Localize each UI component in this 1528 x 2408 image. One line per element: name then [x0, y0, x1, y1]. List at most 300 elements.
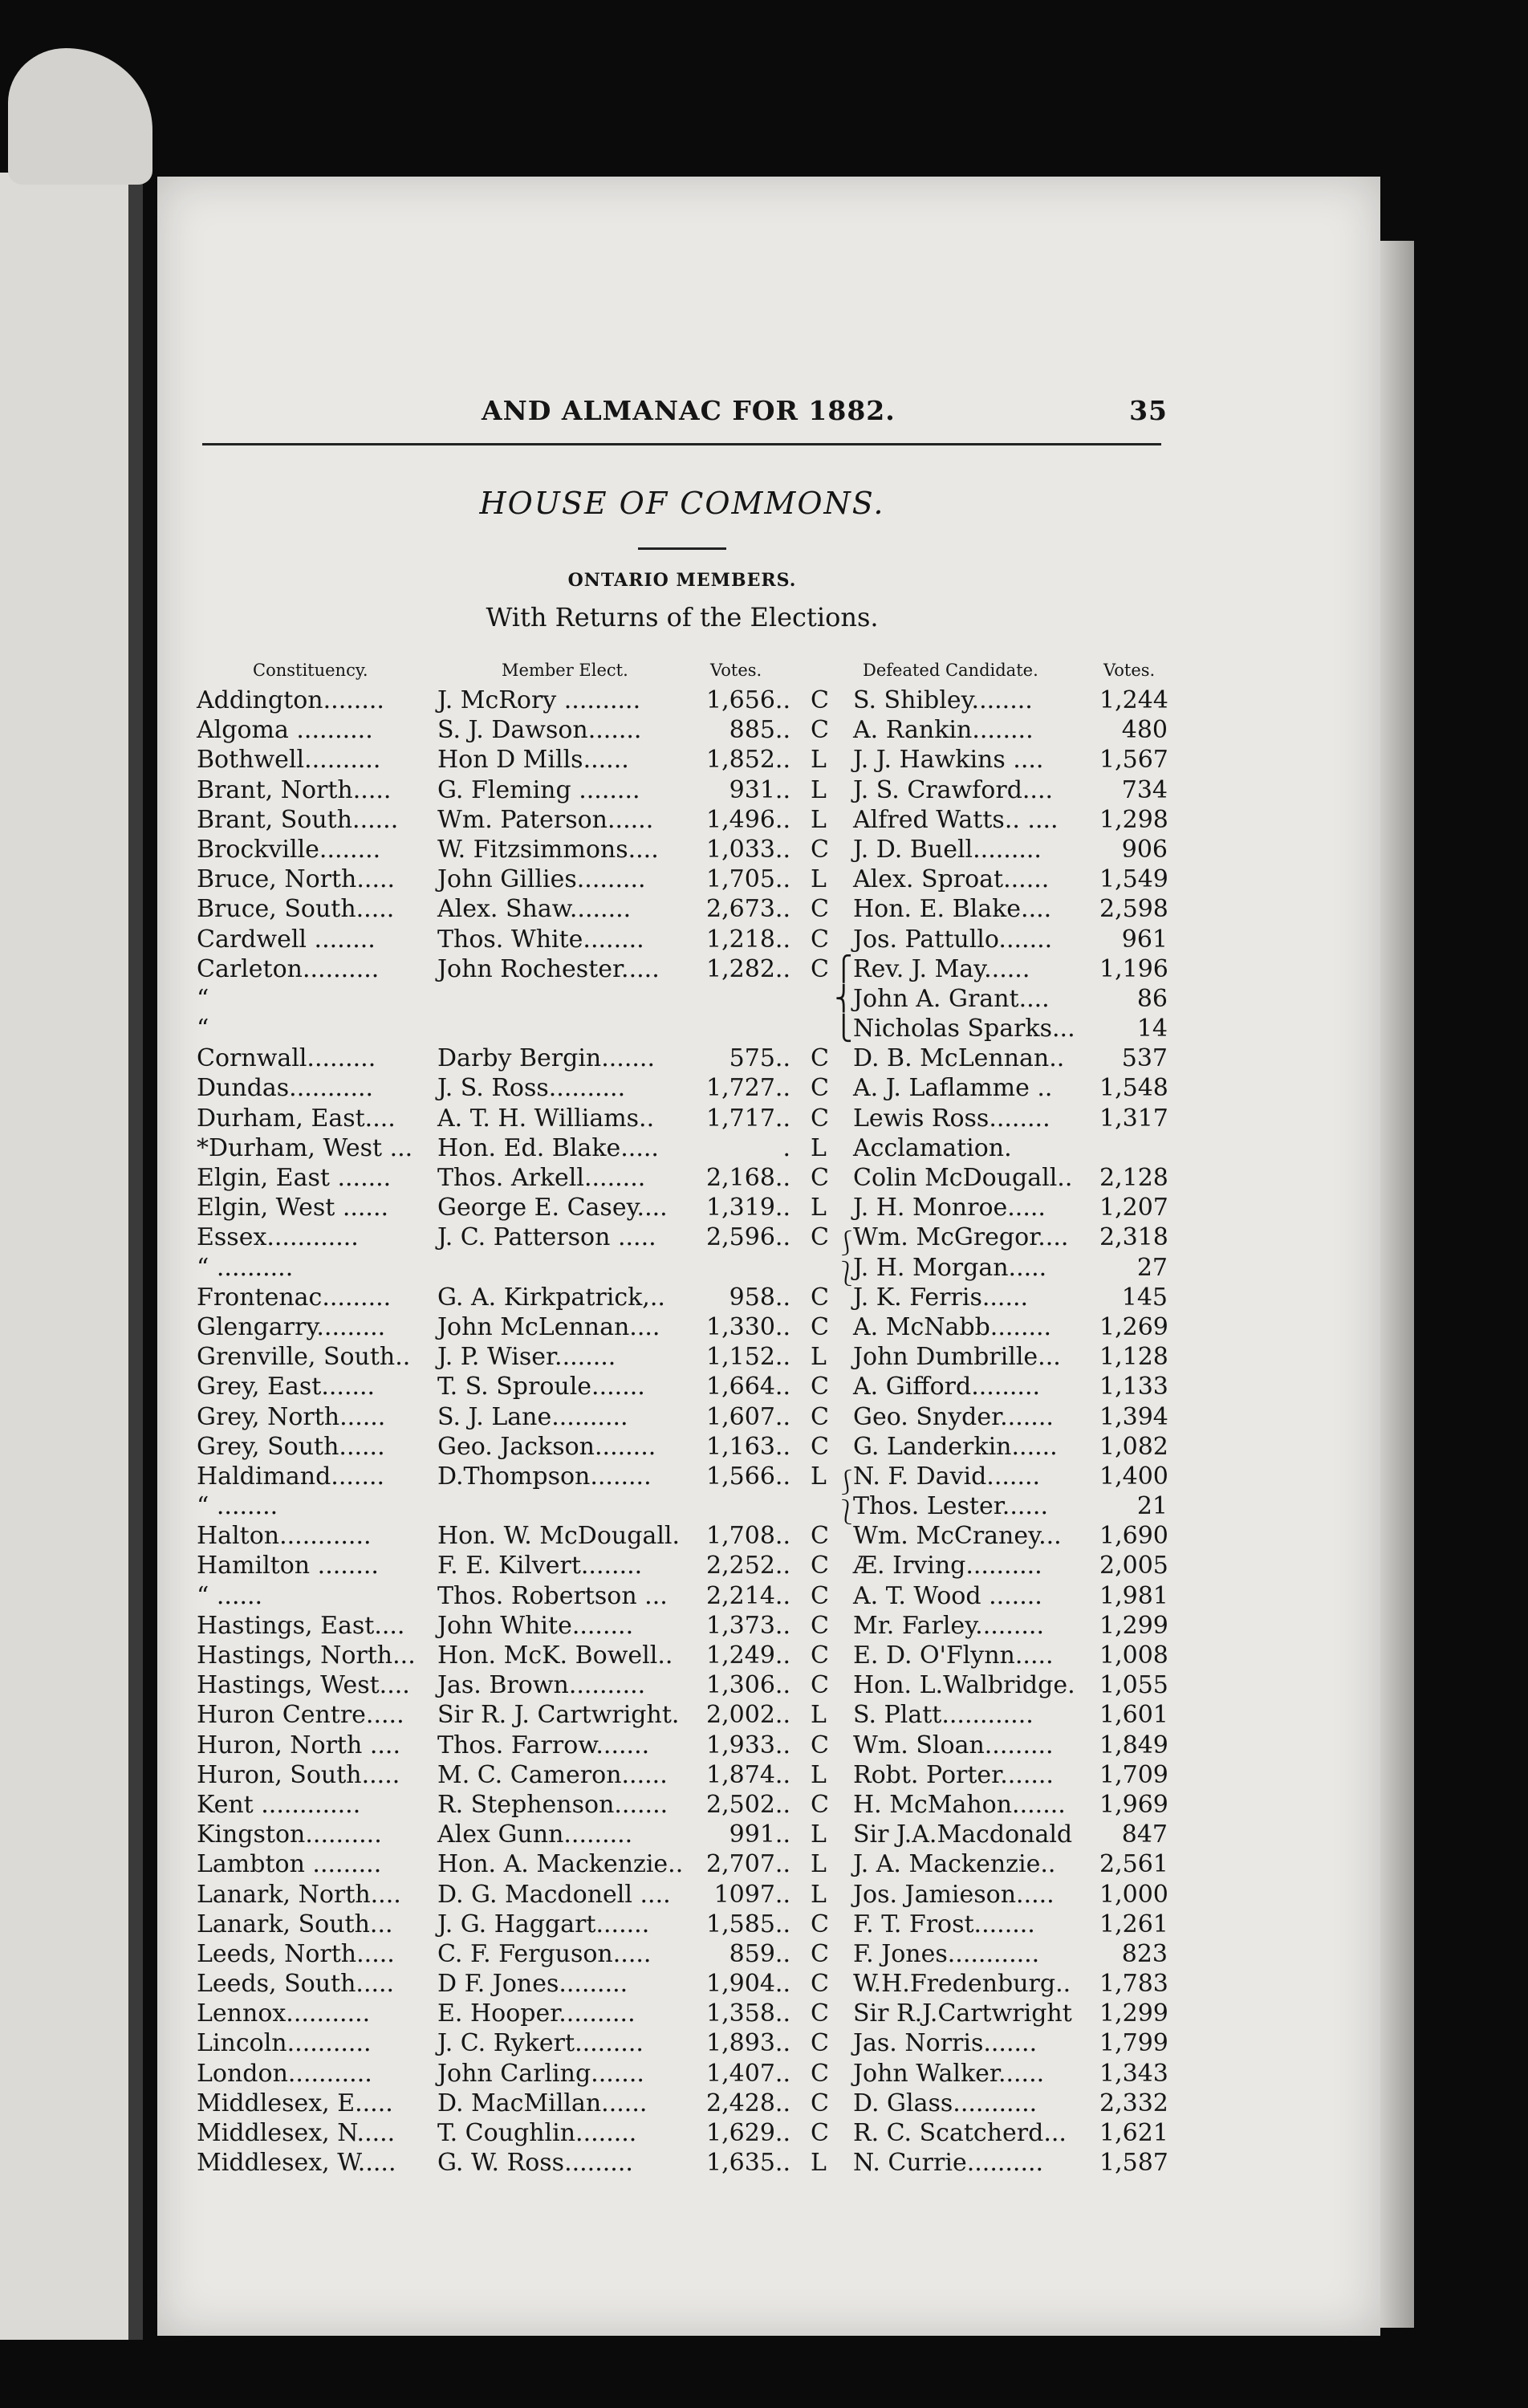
- member-cell: C. F. Ferguson.....: [437, 1939, 652, 1968]
- member-cell: Hon. W. McDougall.: [437, 1522, 681, 1551]
- party-cell: C: [811, 1522, 829, 1551]
- defeated-cell: H. McMahon.......: [853, 1790, 1066, 1819]
- defeated-votes-cell: 1,207: [1099, 1194, 1168, 1222]
- table-row: [0, 925, 1364, 955]
- col-member: Member Elect.: [502, 661, 628, 680]
- member-cell: A. T. H. Williams..: [437, 1104, 655, 1133]
- constituency-cell: Grenville, South..: [197, 1343, 411, 1372]
- constituency-cell: *Durham, West ...: [197, 1133, 413, 1162]
- votes-cell: 2,502..: [706, 1790, 790, 1819]
- defeated-cell: Sir R.J.Cartwright: [853, 1999, 1072, 2028]
- votes-cell: 1,373..: [706, 1611, 790, 1640]
- table-row: [0, 836, 1364, 865]
- party-cell: C: [811, 1611, 829, 1640]
- votes-cell: 1,629..: [706, 2119, 790, 2147]
- member-cell: John McLennan....: [437, 1312, 660, 1341]
- constituency-cell: Addington........: [197, 686, 384, 714]
- constituency-cell: Hastings, West....: [197, 1671, 410, 1700]
- constituency-cell: Kingston..........: [197, 1820, 382, 1849]
- member-cell: J. P. Wiser........: [437, 1343, 616, 1372]
- party-cell: C: [811, 2059, 829, 2088]
- party-cell: C: [811, 1790, 829, 1819]
- defeated-votes-cell: 1,299: [1099, 1999, 1168, 2028]
- table-row: [0, 955, 1364, 985]
- defeated-votes-cell: 1,196: [1099, 954, 1168, 983]
- defeated-votes-cell: 1,783: [1099, 1970, 1168, 1999]
- party-cell: L: [811, 1880, 827, 1909]
- brace-glyph: ⎧: [835, 954, 853, 983]
- member-cell: Darby Bergin.......: [437, 1044, 655, 1073]
- table-row: [0, 1253, 1364, 1288]
- defeated-votes-cell: 961: [1121, 925, 1168, 954]
- defeated-votes-cell: 21: [1136, 1492, 1168, 1521]
- member-cell: Wm. Paterson......: [437, 805, 654, 834]
- party-cell: C: [811, 1283, 829, 1312]
- party-cell: C: [811, 686, 829, 714]
- defeated-cell: F. Jones............: [853, 1939, 1040, 1968]
- defeated-cell: A. J. Laflamme ..: [853, 1074, 1053, 1103]
- votes-cell: 2,673..: [706, 895, 790, 924]
- member-cell: John White........: [437, 1611, 634, 1640]
- defeated-votes-cell: 537: [1121, 1044, 1168, 1073]
- party-cell: C: [811, 925, 829, 954]
- member-cell: S. J. Dawson.......: [437, 716, 642, 745]
- table-row: [0, 1373, 1364, 1402]
- constituency-cell: Carleton..........: [197, 954, 380, 983]
- page-stack-edge: [1380, 241, 1414, 2328]
- member-cell: Hon D Mills......: [437, 746, 629, 775]
- party-cell: C: [811, 954, 829, 983]
- constituency-cell: Grey, East.......: [197, 1373, 376, 1401]
- table-row: [0, 1522, 1364, 1552]
- party-cell: C: [811, 1731, 829, 1759]
- defeated-cell: F. T. Frost........: [853, 1910, 1035, 1938]
- member-cell: T. S. Sproule.......: [437, 1373, 645, 1401]
- defeated-cell: D. Glass...........: [853, 2089, 1038, 2117]
- table-row: [0, 2149, 1364, 2178]
- table-row: [0, 686, 1364, 716]
- member-cell: Hon. Ed. Blake.....: [437, 1133, 659, 1162]
- defeated-votes-cell: 1,128: [1099, 1343, 1168, 1372]
- defeated-cell: D. B. McLennan..: [853, 1044, 1065, 1073]
- defeated-votes-cell: 1,298: [1099, 805, 1168, 834]
- brace-glyph: ⎱: [835, 1259, 859, 1288]
- col-votes: Votes.: [710, 661, 762, 680]
- defeated-cell: John Walker......: [853, 2059, 1045, 2088]
- votes-cell: 1,585..: [706, 1910, 790, 1938]
- constituency-cell: “: [197, 984, 209, 1013]
- defeated-cell: Alfred Watts.. ....: [853, 805, 1059, 834]
- defeated-votes-cell: 1,549: [1099, 865, 1168, 894]
- col-defeated: Defeated Candidate.: [863, 661, 1038, 680]
- votes-cell: 1,330..: [706, 1312, 790, 1341]
- party-cell: L: [811, 775, 827, 804]
- defeated-votes-cell: 1,299: [1099, 1611, 1168, 1640]
- table-row: [0, 2029, 1364, 2059]
- member-cell: J. McRory ..........: [437, 686, 641, 714]
- table-row: [0, 1940, 1364, 1970]
- defeated-cell: S. Shibley........: [853, 686, 1033, 714]
- defeated-votes-cell: 823: [1121, 1939, 1168, 1968]
- votes-cell: 1,163..: [706, 1432, 790, 1461]
- defeated-cell: Hon. L.Walbridge.: [853, 1671, 1075, 1700]
- table-row: [0, 1641, 1364, 1671]
- constituency-cell: Leeds, North.....: [197, 1939, 395, 1968]
- table-row: [0, 1074, 1364, 1104]
- member-cell: G. W. Ross.........: [437, 2149, 633, 2178]
- votes-cell: 1,656..: [706, 686, 790, 714]
- constituency-cell: Leeds, South.....: [197, 1970, 395, 1999]
- party-cell: C: [811, 1223, 829, 1252]
- defeated-cell: Jos. Jamieson.....: [853, 1880, 1055, 1909]
- defeated-votes-cell: 1,400: [1099, 1462, 1168, 1491]
- constituency-cell: Elgin, East .......: [197, 1164, 392, 1192]
- member-cell: George E. Casey....: [437, 1194, 668, 1222]
- member-cell: Thos. Robertson ...: [437, 1581, 668, 1610]
- constituency-cell: Middlesex, W.....: [197, 2149, 396, 2178]
- member-cell: Thos. Farrow.......: [437, 1731, 650, 1759]
- defeated-votes-cell: 2,005: [1099, 1552, 1168, 1580]
- constituency-cell: Brockville........: [197, 835, 381, 864]
- party-cell: C: [811, 2029, 829, 2058]
- votes-cell: 859..: [729, 1939, 790, 1968]
- defeated-votes-cell: 847: [1121, 1820, 1168, 1849]
- defeated-votes-cell: 480: [1121, 716, 1168, 745]
- votes-cell: 2,428..: [706, 2089, 790, 2117]
- table-row: [0, 1194, 1364, 1223]
- votes-cell: 575..: [729, 1044, 790, 1073]
- defeated-cell: J. D. Buell.........: [853, 835, 1042, 864]
- defeated-cell: A. T. Wood .......: [853, 1581, 1042, 1610]
- table-row: [0, 1791, 1364, 1820]
- table-row: [0, 1761, 1364, 1791]
- constituency-cell: Lincoln...........: [197, 2029, 372, 2058]
- party-cell: C: [811, 1044, 829, 1073]
- constituency-cell: Frontenac.........: [197, 1283, 392, 1312]
- party-cell: C: [811, 2119, 829, 2147]
- votes-cell: 1,407..: [706, 2059, 790, 2088]
- constituency-cell: Hastings, East....: [197, 1611, 405, 1640]
- constituency-cell: Lanark, North....: [197, 1880, 401, 1909]
- party-cell: L: [811, 805, 827, 834]
- votes-cell: 1,607..: [706, 1402, 790, 1431]
- constituency-cell: Huron Centre.....: [197, 1701, 404, 1730]
- defeated-cell: Rev. J. May......: [853, 954, 1030, 983]
- member-cell: J. G. Haggart.......: [437, 1910, 650, 1938]
- header-rule: [202, 443, 1161, 445]
- votes-cell: 2,168..: [706, 1164, 790, 1192]
- constituency-cell: Kent .............: [197, 1790, 361, 1819]
- votes-cell: 2,707..: [706, 1850, 790, 1879]
- constituency-cell: Halton............: [197, 1522, 372, 1551]
- defeated-cell: Wm. McGregor....: [853, 1223, 1069, 1252]
- member-cell: F. E. Kilvert........: [437, 1552, 643, 1580]
- member-cell: John Rochester.....: [437, 954, 660, 983]
- party-cell: L: [811, 865, 827, 894]
- defeated-cell: J. H. Monroe.....: [853, 1194, 1046, 1222]
- table-row: [0, 746, 1364, 775]
- party-cell: C: [811, 1581, 829, 1610]
- torn-paper-scrap: [8, 48, 152, 185]
- defeated-votes-cell: 145: [1121, 1283, 1168, 1312]
- votes-cell: 1097..: [713, 1880, 790, 1909]
- defeated-votes-cell: 906: [1121, 835, 1168, 864]
- constituency-cell: Essex............: [197, 1223, 359, 1252]
- brace-glyph: ⎱: [835, 1499, 859, 1527]
- party-cell: C: [811, 1999, 829, 2028]
- table-row: [0, 716, 1364, 746]
- votes-cell: 1,852..: [706, 746, 790, 775]
- table-row: [0, 1970, 1364, 1999]
- defeated-votes-cell: 1,981: [1099, 1581, 1168, 1610]
- member-cell: Sir R. J. Cartwright.: [437, 1701, 680, 1730]
- page-number: 35: [1129, 395, 1168, 426]
- votes-cell: 2,252..: [706, 1552, 790, 1580]
- party-cell: C: [811, 1671, 829, 1700]
- party-cell: C: [811, 1074, 829, 1103]
- constituency-cell: Huron, South.....: [197, 1760, 400, 1789]
- defeated-votes-cell: 1,317: [1099, 1104, 1168, 1133]
- defeated-votes-cell: 1,133: [1099, 1373, 1168, 1401]
- member-cell: E. Hooper..........: [437, 1999, 636, 2028]
- table-row: [0, 1731, 1364, 1761]
- defeated-cell: R. C. Scatcherd...: [853, 2119, 1067, 2147]
- section-subtitle: ONTARIO MEMBERS.: [567, 570, 797, 591]
- votes-cell: 1,635..: [706, 2149, 790, 2178]
- member-cell: D F. Jones.........: [437, 1970, 628, 1999]
- table-row: [0, 1223, 1364, 1259]
- table-row: [0, 1015, 1364, 1044]
- votes-cell: 931..: [729, 775, 790, 804]
- col-constituency: Constituency.: [253, 661, 368, 680]
- member-cell: J. C. Patterson .....: [437, 1223, 656, 1252]
- votes-cell: 1,933..: [706, 1731, 790, 1759]
- table-row: [0, 1881, 1364, 1910]
- defeated-votes-cell: 1,244: [1099, 686, 1168, 714]
- defeated-cell: J. H. Morgan.....: [853, 1253, 1047, 1282]
- defeated-cell: Thos. Lester......: [853, 1492, 1049, 1521]
- brace-glyph: ⎨: [835, 984, 853, 1013]
- defeated-votes-cell: 27: [1136, 1253, 1168, 1282]
- votes-cell: 958..: [729, 1283, 790, 1312]
- defeated-cell: S. Platt............: [853, 1701, 1034, 1730]
- member-cell: G. A. Kirkpatrick,..: [437, 1283, 665, 1312]
- table-row: [0, 1433, 1364, 1462]
- defeated-votes-cell: 1,587: [1099, 2149, 1168, 2178]
- defeated-cell: John A. Grant....: [853, 984, 1050, 1013]
- defeated-cell: Mr. Farley.........: [853, 1611, 1044, 1640]
- table-row: [0, 985, 1364, 1015]
- defeated-cell: W.H.Fredenburg..: [853, 1970, 1071, 1999]
- defeated-cell: J. K. Ferris......: [853, 1283, 1029, 1312]
- constituency-cell: Elgin, West ......: [197, 1194, 389, 1222]
- defeated-votes-cell: 1,709: [1099, 1760, 1168, 1789]
- defeated-cell: Colin McDougall..: [853, 1164, 1073, 1192]
- defeated-votes-cell: 1,601: [1099, 1701, 1168, 1730]
- table-row: [0, 1313, 1364, 1343]
- table-row: [0, 1910, 1364, 1940]
- defeated-cell: Geo. Snyder.......: [853, 1402, 1054, 1431]
- member-cell: D. G. Macdonell ....: [437, 1880, 671, 1909]
- party-cell: L: [811, 1343, 827, 1372]
- member-cell: J. S. Ross..........: [437, 1074, 626, 1103]
- defeated-cell: Lewis Ross........: [853, 1104, 1050, 1133]
- defeated-cell: Wm. Sloan.........: [853, 1731, 1054, 1759]
- party-cell: L: [811, 2149, 827, 2178]
- constituency-cell: Lanark, South...: [197, 1910, 393, 1938]
- constituency-cell: Bruce, North.....: [197, 865, 396, 894]
- constituency-cell: Dundas...........: [197, 1074, 374, 1103]
- table-row: [0, 895, 1364, 925]
- table-row: [0, 1612, 1364, 1641]
- constituency-cell: Durham, East....: [197, 1104, 396, 1133]
- defeated-cell: A. Rankin........: [853, 716, 1034, 745]
- table-row: [0, 776, 1364, 806]
- defeated-cell: G. Landerkin......: [853, 1432, 1058, 1461]
- votes-cell: 2,214..: [706, 1581, 790, 1610]
- votes-cell: 1,249..: [706, 1641, 790, 1670]
- votes-cell: 1,306..: [706, 1671, 790, 1700]
- defeated-votes-cell: 1,008: [1099, 1641, 1168, 1670]
- party-cell: C: [811, 2089, 829, 2117]
- defeated-votes-cell: 2,128: [1099, 1164, 1168, 1192]
- party-cell: C: [811, 1970, 829, 1999]
- defeated-votes-cell: 1,261: [1099, 1910, 1168, 1938]
- defeated-votes-cell: 1,621: [1099, 2119, 1168, 2147]
- member-cell: R. Stephenson.......: [437, 1790, 668, 1819]
- brace-glyph: ⎰: [835, 1468, 859, 1497]
- party-cell: C: [811, 1402, 829, 1431]
- defeated-votes-cell: 1,082: [1099, 1432, 1168, 1461]
- votes-cell: 1,218..: [706, 925, 790, 954]
- votes-cell: 1,874..: [706, 1760, 790, 1789]
- votes-cell: 1,727..: [706, 1074, 790, 1103]
- constituency-cell: Lambton .........: [197, 1850, 382, 1879]
- votes-cell: 1,708..: [706, 1522, 790, 1551]
- constituency-cell: Hamilton ........: [197, 1552, 379, 1580]
- table-row: [0, 2089, 1364, 2119]
- party-cell: C: [811, 1641, 829, 1670]
- votes-cell: 1,705..: [706, 865, 790, 894]
- defeated-votes-cell: 1,969: [1099, 1790, 1168, 1819]
- defeated-votes-cell: 734: [1121, 775, 1168, 804]
- defeated-votes-cell: 1,567: [1099, 746, 1168, 775]
- party-cell: L: [811, 1194, 827, 1222]
- defeated-cell: Robt. Porter.......: [853, 1760, 1054, 1789]
- defeated-votes-cell: 1,055: [1099, 1671, 1168, 1700]
- defeated-votes-cell: 2,561: [1099, 1850, 1168, 1879]
- constituency-cell: Grey, North......: [197, 1402, 386, 1431]
- table-row: [0, 1104, 1364, 1134]
- defeated-cell: N. F. David.......: [853, 1462, 1041, 1491]
- votes-cell: 1,717..: [706, 1104, 790, 1133]
- table-row: [0, 1582, 1364, 1612]
- constituency-cell: Cardwell ........: [197, 925, 376, 954]
- party-cell: C: [811, 1552, 829, 1580]
- table-row: [0, 1850, 1364, 1880]
- table-row: [0, 806, 1364, 836]
- party-cell: L: [811, 1462, 827, 1491]
- constituency-cell: “ ..........: [197, 1253, 294, 1282]
- member-cell: W. Fitzsimmons....: [437, 835, 659, 864]
- defeated-cell: A. McNabb........: [853, 1312, 1052, 1341]
- table-row: [0, 1164, 1364, 1194]
- defeated-votes-cell: 2,332: [1099, 2089, 1168, 2117]
- constituency-cell: “ ........: [197, 1492, 278, 1521]
- table-row: [0, 1044, 1364, 1074]
- party-cell: C: [811, 1939, 829, 1968]
- table-row: [0, 1701, 1364, 1731]
- constituency-cell: Lennox...........: [197, 1999, 371, 2028]
- table-row: [0, 1462, 1364, 1497]
- table-row: [0, 1403, 1364, 1433]
- member-cell: Jas. Brown..........: [437, 1671, 646, 1700]
- defeated-votes-cell: 1,394: [1099, 1402, 1168, 1431]
- party-cell: C: [811, 1104, 829, 1133]
- table-row: [0, 1820, 1364, 1850]
- member-cell: Thos. Arkell........: [437, 1164, 646, 1192]
- defeated-cell: A. Gifford.........: [853, 1373, 1041, 1401]
- col-defeated-votes: Votes.: [1103, 661, 1156, 680]
- party-cell: C: [811, 716, 829, 745]
- defeated-votes-cell: 1,849: [1099, 1731, 1168, 1759]
- votes-cell: 1,566..: [706, 1462, 790, 1491]
- constituency-cell: “: [197, 1015, 209, 1043]
- votes-cell: 1,904..: [706, 1970, 790, 1999]
- defeated-cell: J. A. Mackenzie..: [853, 1850, 1056, 1879]
- member-cell: J. C. Rykert.........: [437, 2029, 644, 2058]
- party-cell: C: [811, 835, 829, 864]
- votes-cell: 991..: [729, 1820, 790, 1849]
- defeated-votes-cell: 1,548: [1099, 1074, 1168, 1103]
- votes-cell: 1,282..: [706, 954, 790, 983]
- defeated-cell: Sir J.A.Macdonald: [853, 1820, 1073, 1849]
- table-row: [0, 2060, 1364, 2089]
- constituency-cell: Haldimand.......: [197, 1462, 385, 1491]
- member-cell: D. MacMillan......: [437, 2089, 648, 2117]
- votes-cell: 1,664..: [706, 1373, 790, 1401]
- defeated-cell: J. J. Hawkins ....: [853, 746, 1044, 775]
- member-cell: Thos. White........: [437, 925, 644, 954]
- defeated-votes-cell: 1,000: [1099, 1880, 1168, 1909]
- constituency-cell: Brant, North.....: [197, 775, 392, 804]
- party-cell: L: [811, 746, 827, 775]
- member-cell: Hon. McK. Bowell..: [437, 1641, 673, 1670]
- constituency-cell: Huron, North ....: [197, 1731, 400, 1759]
- defeated-cell: E. D. O'Flynn.....: [853, 1641, 1054, 1670]
- table-row: [0, 2119, 1364, 2149]
- votes-cell: 2,596..: [706, 1223, 790, 1252]
- table-row: [0, 1343, 1364, 1373]
- defeated-votes-cell: 14: [1136, 1015, 1168, 1043]
- defeated-cell: Æ. Irving..........: [853, 1552, 1042, 1580]
- votes-cell: 1,319..: [706, 1194, 790, 1222]
- defeated-votes-cell: 86: [1136, 984, 1168, 1013]
- defeated-votes-cell: 1,799: [1099, 2029, 1168, 2058]
- constituency-cell: Hastings, North...: [197, 1641, 416, 1670]
- member-cell: S. J. Lane..........: [437, 1402, 628, 1431]
- defeated-votes-cell: 2,318: [1099, 1223, 1168, 1252]
- defeated-cell: J. S. Crawford....: [853, 775, 1054, 804]
- votes-cell: 1,893..: [706, 2029, 790, 2058]
- party-cell: C: [811, 895, 829, 924]
- party-cell: L: [811, 1820, 827, 1849]
- section-caption: With Returns of the Elections.: [486, 602, 879, 633]
- defeated-votes-cell: 1,343: [1099, 2059, 1168, 2088]
- votes-cell: 1,152..: [706, 1343, 790, 1372]
- constituency-cell: Middlesex, N.....: [197, 2119, 396, 2147]
- votes-cell: 1,358..: [706, 1999, 790, 2028]
